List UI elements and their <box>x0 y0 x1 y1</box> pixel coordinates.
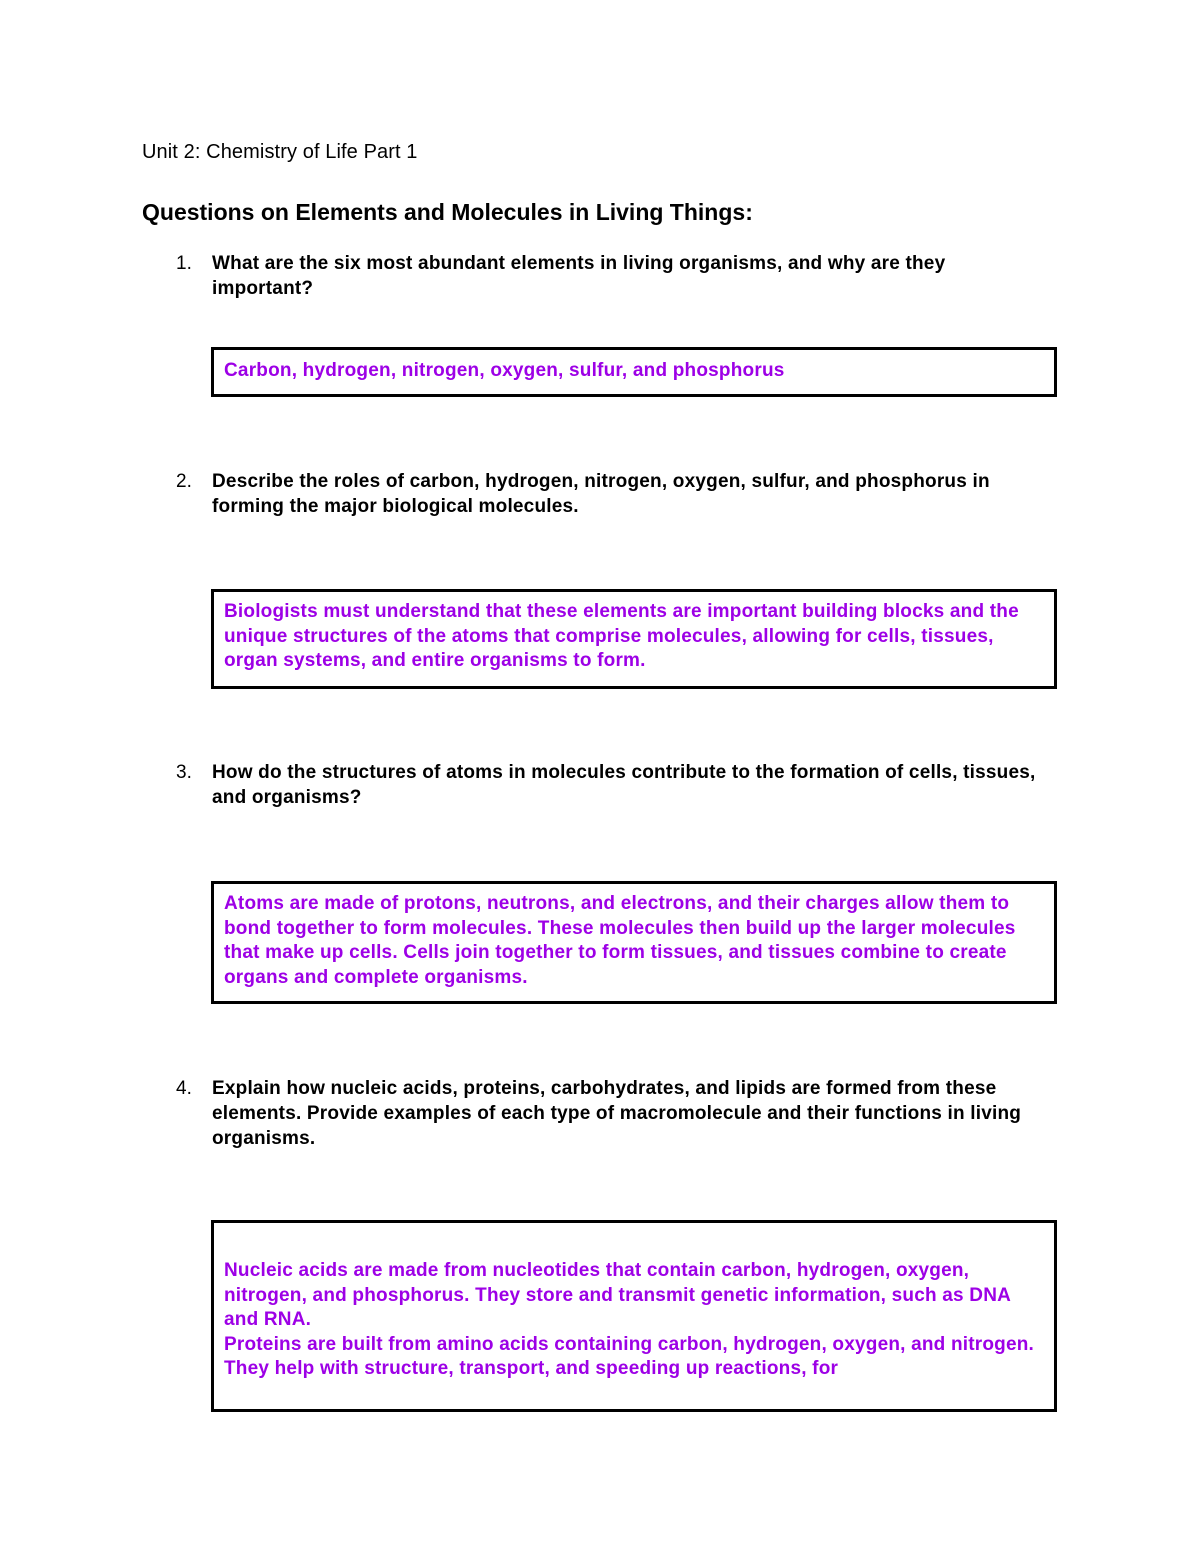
question-number: 3. <box>176 762 192 783</box>
question-1 <box>170 251 1050 301</box>
question-number: 1. <box>176 253 192 274</box>
question-text: How do the structures of atoms in molecules contribute to the formation of cells, tissues, and organisms? <box>212 762 1036 808</box>
question-number: 2. <box>176 471 192 492</box>
answer-text: Nucleic acids are made from nucleotides that contain carbon, hydrogen, oxygen, nitrogen, and phosphorus. They store and transmit genetic information, such as DNA and RNA. Proteins are built from amino acids containing carbon, hydrogen, oxygen, and nitrogen. They help with structure, transport, and speeding up reactions, for <box>224 1260 1035 1379</box>
question-4 <box>170 1076 1050 1151</box>
answer-text: Biologists must understand that these elements are important building blocks and the unique structures of the atoms that comprise molecules, allowing for cells, tissues, organ systems, and entire organisms to form. <box>224 601 1019 671</box>
question-text: Explain how nucleic acids, proteins, carbohydrates, and lipids are formed from these elements. Provide examples of each type of macromolecule and their functions in living organisms. <box>212 1078 1022 1149</box>
answer-text: Carbon, hydrogen, nitrogen, oxygen, sulfur, and phosphorus <box>224 360 785 381</box>
question-2 <box>170 469 1050 519</box>
answer-box-2[interactable] <box>211 589 1057 689</box>
answer-text: Atoms are made of protons, neutrons, and electrons, and their charges allow them to bond together to form molecules. These molecules then build up the larger molecules that make up cells. Cells join together to form tissues, and tissues combine to create organs and complete organisms. <box>224 893 1016 988</box>
answer-box-1[interactable] <box>211 347 1057 397</box>
answer-box-3[interactable] <box>211 881 1057 1004</box>
question-text: Describe the roles of carbon, hydrogen, nitrogen, oxygen, sulfur, and phosphorus in forming the major biological molecules. <box>212 471 990 517</box>
document-header: Unit 2: Chemistry of Life Part 1 <box>142 141 418 163</box>
answer-box-4[interactable] <box>211 1220 1057 1412</box>
section-title: Questions on Elements and Molecules in Living Things: <box>142 199 753 225</box>
question-3 <box>170 760 1050 810</box>
question-number: 4. <box>176 1078 192 1099</box>
question-text: What are the six most abundant elements in living organisms, and why are they important? <box>212 253 946 299</box>
